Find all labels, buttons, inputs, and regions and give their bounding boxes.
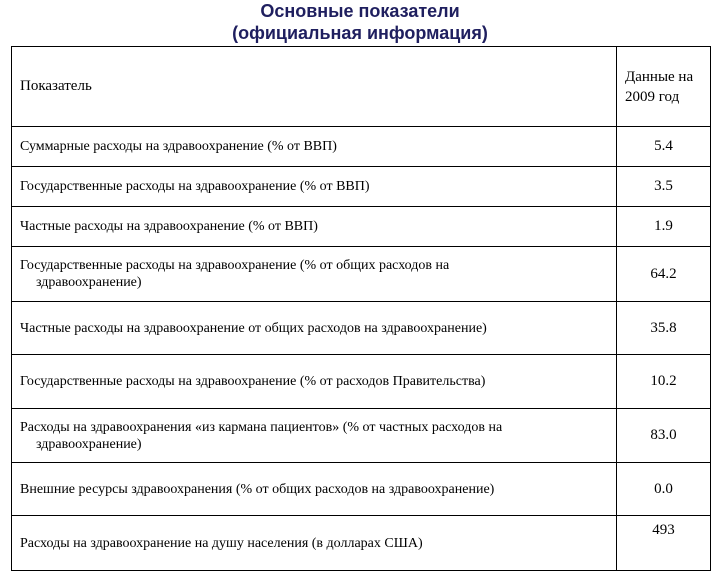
row-label: Частные расходы на здравоохранение от общих расходов на здравоохранение) bbox=[12, 302, 617, 355]
row-label bbox=[12, 247, 617, 302]
title-line-1: Основные показатели bbox=[260, 1, 460, 21]
table-row bbox=[12, 127, 711, 167]
row-value: 0.0 bbox=[617, 463, 711, 516]
header-data-line-2: 2009 год bbox=[625, 88, 680, 105]
row-label-line-2: здравоохранение) bbox=[36, 436, 142, 452]
row-value: 493 bbox=[617, 516, 711, 571]
table-row bbox=[12, 167, 711, 207]
table-row bbox=[12, 463, 711, 516]
table-row bbox=[12, 247, 711, 302]
row-value: 64.2 bbox=[617, 247, 711, 302]
indicators-table bbox=[11, 46, 711, 571]
row-value: 5.4 bbox=[617, 127, 711, 167]
row-label: Частные расходы на здравоохранение (% от ВВП) bbox=[12, 207, 617, 247]
header-data-line-1: Данные на bbox=[625, 68, 694, 85]
row-label: Внешние ресурсы здравоохранения (% от общих расходов на здравоохранение) bbox=[12, 463, 617, 516]
table-row bbox=[12, 355, 711, 409]
row-label: Государственные расходы на здравоохранение (% от расходов Правительства) bbox=[12, 355, 617, 409]
row-label-line-2: здравоохранение) bbox=[36, 275, 142, 290]
page-title bbox=[0, 0, 720, 44]
title-line-2: (официальная информация) bbox=[232, 23, 488, 43]
row-label-line-1: Государственные расходы на здравоохранение (% от общих расходов на bbox=[20, 258, 450, 273]
table-row bbox=[12, 516, 711, 571]
header-indicator: Показатель bbox=[12, 47, 617, 127]
row-label: Государственные расходы на здравоохранение (% от ВВП) bbox=[12, 167, 617, 207]
table-header-row bbox=[12, 47, 711, 127]
row-label-line-1: Расходы на здравоохранения «из кармана пациентов» (% от частных расходов на bbox=[20, 419, 503, 435]
row-value: 35.8 bbox=[617, 302, 711, 355]
row-value: 3.5 bbox=[617, 167, 711, 207]
table-row bbox=[12, 302, 711, 355]
row-label bbox=[12, 409, 617, 463]
row-label: Суммарные расходы на здравоохранение (% от ВВП) bbox=[12, 127, 617, 167]
row-value: 1.9 bbox=[617, 207, 711, 247]
table-row bbox=[12, 409, 711, 463]
row-label: Расходы на здравоохранение на душу населения (в долларах США) bbox=[12, 516, 617, 571]
row-value: 83.0 bbox=[617, 409, 711, 463]
header-data-year bbox=[617, 47, 711, 127]
row-value: 10.2 bbox=[617, 355, 711, 409]
table-row bbox=[12, 207, 711, 247]
